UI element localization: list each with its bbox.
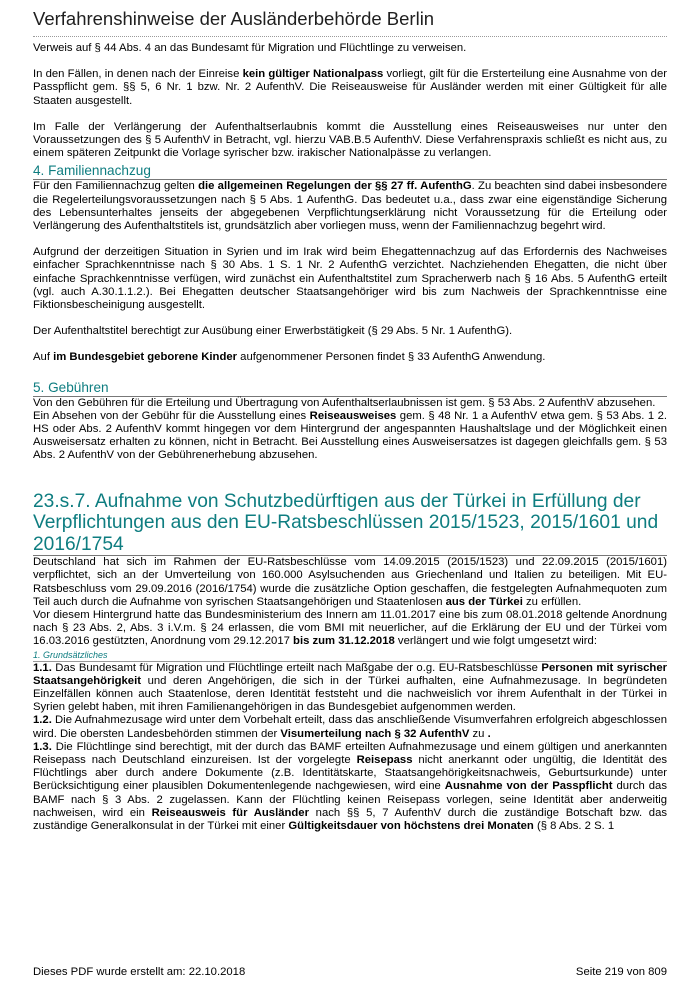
item-1-3: 1.3. Die Flüchtlinge sind berechtigt, mit der durch das BAMF erteilten Aufnahmezusage und einem gültigen und anerkannten Reisepass nach Deutschland einzureisen. Ist der vorgelegte Reisepass nicht anerkannt oder ungültig, die Identität des Flüchtlings aber durch andere Dokumente (z.B. Identitätskarte, Staatsangehörigkeitsnachweis, Geburtsurkunde) unter Berücksichtigung einer plausiblen Dokumentenlegende nachgewiesen, wird eine Ausnahme von der Passpflicht durch das BAMF nach § 3 Abs. 2 zugelassen. Kann der Flüchtling keinen Reisepass vorlegen, seine Identität aber anderweitig nachweisen, wird ein Reiseausweis für Ausländer nach §§ 5, 7 AufenthV durch die zuständige Botschaft bzw. das zuständige Generalkonsulat in der Türkei mit einer Gültigkeitsdauer von höchstens drei Monaten (§ 8 Abs. 2 S. 1 [33, 740, 668, 833]
paragraph-intro: Verweis auf § 44 Abs. 4 an das Bundesamt für Migration und Flüchtlinge zu verweisen. [33, 42, 467, 54]
paragraph-extension: Im Falle der Verlängerung der Aufenthaltserlaubnis kommt die Ausstellung eines Reiseausweises nur unter den Voraussetzungen des § 5 AufenthV in Betracht, vgl. hierzu VAB.B.5 AufenthV. Diese Verfahrenspraxis schließt es nicht aus, zu einem späteren Zeitpunkt die Vorlage syrischer bzw. irakischer Nationalpässe zu verlangen. [33, 120, 667, 160]
paragraph-fees-2: Ein Absehen von der Gebühr für die Ausstellung eines Reiseausweises gem. § 48 Nr. 1 a AufenthV etwa gem. § 53 Abs. 1 2. HS oder Abs. 2 AufenthV kommt hingegen vor dem Hintergrund der angespannten Haushaltslage und der Möglichkeit einen Ausweisersatz erhalten zu können, nicht in Betracht. Bei Ausstellung eines Ausweisersatzes ist dagegen gleichfalls gem. § 53 Abs. 2 AufenthV von der Gebührenerhebung abzusehen. [33, 409, 667, 462]
page-header: Verfahrenshinweise der Ausländerbehörde Berlin [33, 8, 667, 37]
paragraph-chapter-1: Deutschland hat sich im Rahmen der EU-Ratsbeschlüsse vom 14.09.2015 (2015/1523) und 22.09.2015 (2015/1601) verpflichtet, sich an der Umverteilung von 160.000 Asylsuchenden aus Griechenland und Italien zu beteiligen. Mit EU-Ratsbeschluss vom 29.09.2016 (2016/1754) wurde die zusätzliche Option geschaffen, die festgelegten Aufnahmequoten zum Teil auch durch die Aufnahme von syrischen Staatsangehörigen und Staatenlosen aus der Türkei zu erfüllen. [33, 556, 667, 608]
paragraph-family-3: Der Aufenthaltstitel berechtigt zur Ausübung einer Erwerbstätigkeit (§ 29 Abs. 5 Nr. 1 AufenthG). [33, 325, 513, 338]
section-heading-family: 4. Familiennachzug [33, 163, 667, 180]
paragraph-family-1: Für den Familiennachzug gelten die allgemeinen Regelungen der §§ 27 ff. AufenthG. Zu beachten sind dabei insbesondere die Regelerteilungsvoraussetzungen nach § 5 Abs. 1 AufenthG. Das bedeutet u.a., dass zwar eine eigenständige Sicherung des Lebensunterhaltes jenseits der abgegebenen Verpflichtungserklärung nicht Voraussetzung für die Erteilung oder Verlängerung des Aufenthaltstitels ist, grundsätzlich aber vorliegen muss, wenn der Familiennachzug begehrt wird. [33, 180, 667, 233]
paragraph-fees-1: Von den Gebühren für die Erteilung und Übertragung von Aufenthaltserlaubnissen ist gem. § 53 Abs. 2 AufenthV abzusehen. [33, 396, 656, 409]
paragraph-no-passport: In den Fällen, in denen nach der Einreise kein gültiger Nationalpass vorliegt, gilt für die Ersterteilung eine Ausnahme von der Passpflicht gem. §§ 5, 6 Nr. 1 bzw. Nr. 2 AufenthV. Die Reiseausweise für Ausländer werden mit einer Gültigkeit für alle Staaten ausgestellt. [33, 68, 667, 107]
paragraph-family-4: Auf im Bundesgebiet geborene Kinder aufgenommener Personen findet § 33 AufenthG Anwendung. [33, 351, 546, 364]
footer-page-number: Seite 219 von 809 [575, 966, 667, 978]
document-body [33, 42, 667, 833]
chapter-heading: 23.s.7. Aufnahme von Schutzbedürftigen aus der Türkei in Erfüllung der Verpflichtungen aus den EU-Ratsbeschlüssen 2015/1523, 2015/1601 und 2016/1754 [33, 491, 667, 557]
item-1-2: 1.2. Die Aufnahmezusage wird unter dem Vorbehalt erteilt, dass das anschließende Visumverfahren erfolgreich abgeschlossen wird. Die obersten Landesbehörden stimmen der Visumerteilung nach § 32 AufenthV zu . [33, 714, 667, 740]
footer-created-date: Dieses PDF wurde erstellt am: 22.10.2018 [33, 966, 246, 978]
section-heading-fees: 5. Gebühren [33, 380, 667, 397]
item-1-1: 1.1. Das Bundesamt für Migration und Flüchtlinge erteilt nach Maßgabe der o.g. EU-Ratsbeschlüsse Personen mit syrischer Staatsangehörigkeit und deren Angehörigen, die sich in der Türkei aufhalten, eine Aufnahmezusage. In begründeten Einzelfällen können auch Staatenlose, deren Identität feststeht und die nachweislich vor ihrem Aufenthalt in der Türkei in Syrien gelebt haben, mit ihren Familienangehörigen in das Bundesgebiet aufgenommen werden. [33, 661, 667, 714]
paragraph-family-2: Aufgrund der derzeitigen Situation in Syrien und im Irak wird beim Ehegattennachzug auf das Erfordernis des Nachweises einfacher Sprachkenntnisse nach § 30 Abs. 1 S. 1 Nr. 2 AufenthG verzichtet. Nachziehenden Ehegatten, die nicht über einfache Sprachkenntnisse verfügen, wird zunächst ein Aufenthaltstitel zum Spracherwerb nach § 16 Abs. 5 AufenthG erteilt (vgl. auch A.30.1.1.2.). Bei Ehegatten deutscher Staatsangehöriger wird bis zum Nachweis der Sprachkenntnisse eine Fiktionsbescheinigung ausgestellt. [33, 246, 667, 312]
sub-heading-principles: 1. Grundsätzliches [33, 649, 667, 662]
paragraph-chapter-2: Vor diesem Hintergrund hatte das Bundesministerium des Innern am 11.01.2017 eine bis zum 08.01.2018 geltende Anordnung nach § 23 Abs. 2, Abs. 3 i.V.m. § 24 erlassen, die vom BMI mit neuerlicher, auf die Erklärung der EU und der Türkei vom 16.03.2016 gestützten, Anordnung vom 29.12.2017 bis zum 31.12.2018 verlängert und wie folgt umgesetzt wird: [33, 608, 667, 648]
